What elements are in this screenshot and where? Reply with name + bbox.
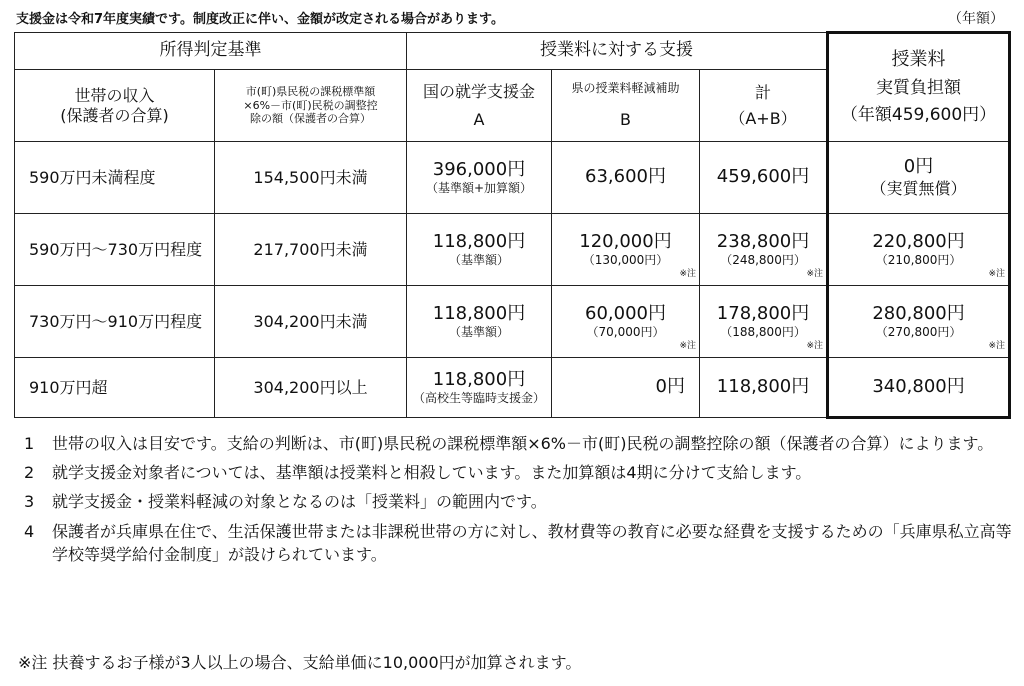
table-row <box>15 358 1010 418</box>
top-note: 支援金は令和7年度実績です。制度改正に伴い、金額が改定される場合があります。 <box>16 12 504 27</box>
list-item <box>24 432 1014 455</box>
notes-list <box>24 432 1014 572</box>
footnote: ※注 扶養するお子様が3人以上の場合、支給単価に10,000円が加算されます。 <box>18 653 582 672</box>
note-mark: ※注 <box>806 340 824 351</box>
col-prefecture-reduction: 県の授業料軽減補助 B <box>552 70 700 142</box>
tax-threshold: 304,200円未満 <box>215 286 407 358</box>
col-total: 計 （A+B） <box>700 70 828 142</box>
note-number: 4 <box>24 521 35 541</box>
total-amount: 238,800円 （248,800円） ※注 <box>700 214 828 286</box>
tax-threshold: 217,700円未満 <box>215 214 407 286</box>
national-amount: 118,800円 （基準額） <box>407 286 552 358</box>
burden-amount: 280,800円 （270,800円） ※注 <box>828 286 1010 358</box>
note-text: 保護者が兵庫県在住で、生活保護世帯または非課税世帯の方に対し、教材費等の教育に必要な経費を支援するための「兵庫県私立高等学校等奨学給付金制度」が設けられています。 <box>52 521 1012 564</box>
list-item <box>24 520 1014 566</box>
total-amount: 118,800円 <box>700 358 828 418</box>
burden-amount: 220,800円 （210,800円） ※注 <box>828 214 1010 286</box>
note-number: 3 <box>24 492 35 512</box>
tax-threshold: 304,200円以上 <box>215 358 407 418</box>
unit-note: （年額） <box>948 11 1004 27</box>
table-row <box>15 286 1010 358</box>
header-income-criteria: 所得判定基準 <box>15 33 407 70</box>
national-amount: 118,800円 （基準額） <box>407 214 552 286</box>
col-household-income: 世帯の収入 (保護者の合算) <box>15 70 215 142</box>
note-mark: ※注 <box>988 268 1006 279</box>
prefecture-amount: 60,000円 （70,000円） ※注 <box>552 286 700 358</box>
household-income: 590万円未満程度 <box>15 142 215 214</box>
col-tax-basis: 市(町)県民税の課税標準額 ×6%－市(町)民税の調整控 除の額（保護者の合算） <box>215 70 407 142</box>
note-number: 1 <box>24 434 35 453</box>
note-number: 2 <box>24 463 35 483</box>
note-text: 就学支援金・授業料軽減の対象となるのは「授業料」の範囲内です。 <box>52 492 547 512</box>
note-mark: ※注 <box>679 268 696 279</box>
header-actual-burden: 授業料 実質負担額 （年額459,600円） <box>828 33 1010 142</box>
list-item <box>24 490 1014 513</box>
national-amount: 396,000円 （基準額+加算額） <box>407 142 552 214</box>
prefecture-amount: 63,600円 <box>552 142 700 214</box>
household-income: 730万円～910万円程度 <box>15 286 215 358</box>
note-text: 就学支援金対象者については、基準額は授業料と相殺しています。また加算額は4期に分けて支給します。 <box>52 463 812 483</box>
burden-amount: 340,800円 <box>828 358 1010 418</box>
note-text: 世帯の収入は目安です。支給の判断は、市(町)県民税の課税標準額×6%－市(町)民税の調整控除の額（保護者の合算）によります。 <box>52 434 994 453</box>
col-national-support: 国の就学支援金 A <box>407 70 552 142</box>
household-income: 590万円～730万円程度 <box>15 214 215 286</box>
list-item <box>24 461 1014 484</box>
support-table <box>14 31 1011 419</box>
note-mark: ※注 <box>988 340 1006 351</box>
total-amount: 178,800円 （188,800円） ※注 <box>700 286 828 358</box>
table-row <box>15 142 1010 214</box>
note-mark: ※注 <box>679 340 696 351</box>
national-amount: 118,800円 （高校生等臨時支援金） <box>407 358 552 418</box>
table-row <box>15 214 1010 286</box>
household-income: 910万円超 <box>15 358 215 418</box>
tax-threshold: 154,500円未満 <box>215 142 407 214</box>
note-mark: ※注 <box>806 268 824 279</box>
burden-amount: 0円 （実質無償） <box>828 142 1010 214</box>
header-tuition-support: 授業料に対する支援 <box>407 33 828 70</box>
prefecture-amount: 0円 <box>552 358 700 418</box>
total-amount: 459,600円 <box>700 142 828 214</box>
prefecture-amount: 120,000円 （130,000円） ※注 <box>552 214 700 286</box>
